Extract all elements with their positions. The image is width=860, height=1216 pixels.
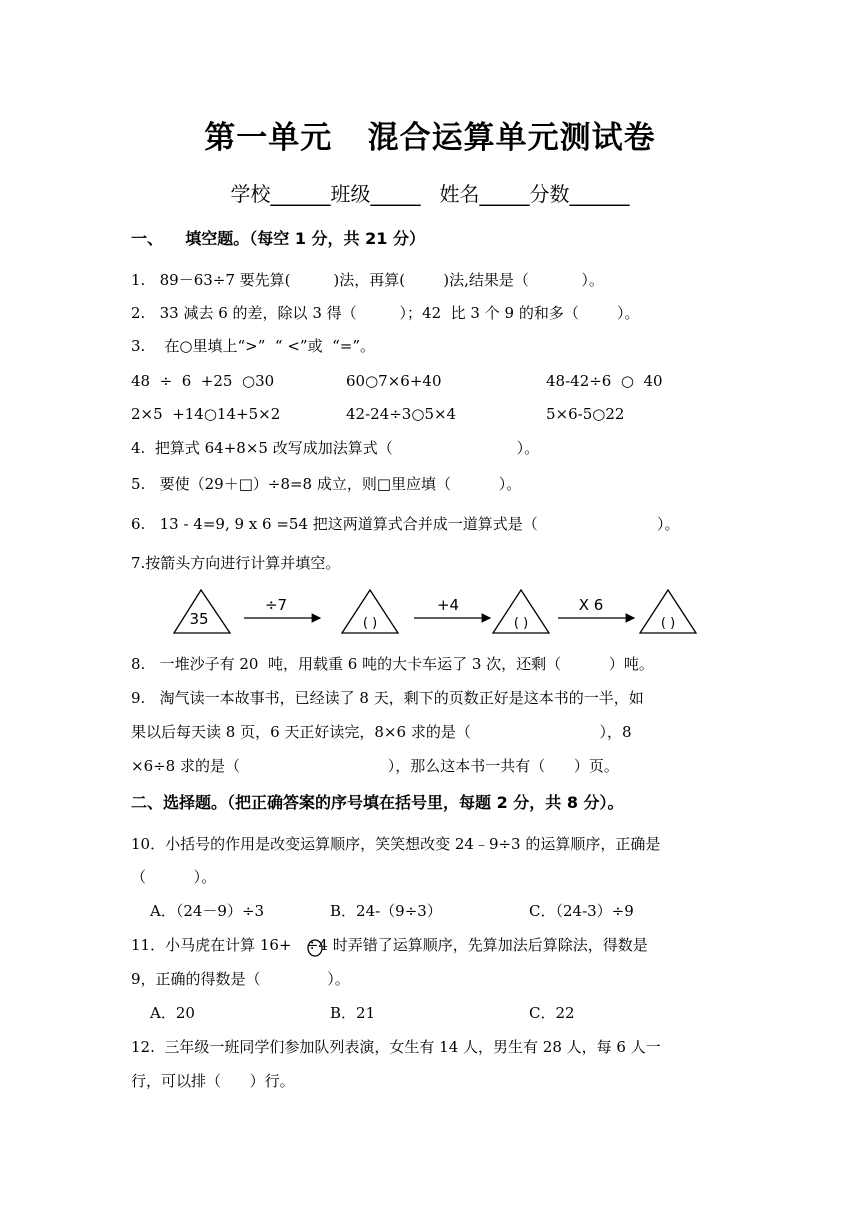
question-9-line-2: 果以后每天读 8 页，6 天正好读完，8×6 求的是（ ），8 [131, 723, 632, 741]
question-8: 8. 一堆沙子有 20 吨，用载重 6 吨的大卡车运了 3 次，还剩（ ）吨。 [131, 655, 654, 673]
question-12-line-1: 12. 三年级一班同学们参加队列表演，女生有 14 人，男生有 28 人，每 6 人一 [131, 1038, 661, 1056]
question-3: 3. 在○里填上“>” “ <”或 “=”。 [131, 337, 376, 355]
blank-3: ( ) [513, 616, 529, 631]
question-11-line-2: 9，正确的得数是（ ）。 [131, 970, 350, 988]
q11-option-a: A．20 [150, 1004, 195, 1022]
blank-4: ( ) [660, 616, 676, 631]
question-1: 1. 89－63÷7 要先算( )法，再算( )法,结果是（ ）。 [131, 271, 604, 289]
q10-option-c: C．（24-3）÷9 [529, 902, 634, 920]
question-2: 2. 33 减去 6 的差，除以 3 得（ ）；42 比 3 个 9 的和多（ ）。 [131, 304, 640, 322]
calculation-flow-diagram [170, 586, 710, 638]
question-4: 4. 把算式 64+8×5 改写成加法算式（ ）。 [131, 439, 540, 457]
question-6: 6. 13 - 4=9, 9 x 6 =54 把这两道算式合并成一道算式是（ ）。 [131, 515, 680, 533]
question-10-line-2: （ ）。 [131, 868, 217, 886]
question-11-line-1: 11．小马虎在计算 16+ ÷4 时弄错了运算顺序，先算加法后算除法，得数是 [131, 936, 648, 954]
q11-option-c: C．22 [529, 1004, 575, 1022]
compare-2-2: 42-24÷3○5×4 [346, 405, 457, 423]
compare-1-2: 60○7×6+40 [346, 372, 442, 390]
q11-option-b: B．21 [330, 1004, 376, 1022]
page-title: 第一单元 混合运算单元测试卷 [204, 120, 656, 156]
question-12-line-2: 行，可以排（ ）行。 [131, 1072, 295, 1090]
question-9-line-3: ×6÷8 求的是（ ），那么这本书一共有（ ）页。 [131, 757, 619, 775]
start-value: 35 [189, 610, 209, 628]
compare-2-3: 5×6-5○22 [546, 405, 625, 423]
compare-1-1: 48 ÷ 6 +25 ○30 [131, 372, 275, 390]
blank-2: ( ) [362, 616, 378, 631]
question-5: 5. 要使（29＋□）÷8=8 成立，则□里应填（ ）。 [131, 475, 522, 493]
compare-2-1: 2×5 +14○14+5×2 [131, 405, 281, 423]
op-plus-4: +4 [436, 596, 460, 614]
student-info-line: 学校______班级_____ 姓名_____分数______ [230, 182, 630, 206]
circle-blank-icon [306, 938, 324, 958]
compare-1-3: 48-42÷6 ○ 40 [546, 372, 663, 390]
op-times-6: X 6 [578, 596, 604, 614]
section-2-heading: 二、选择题。（把正确答案的序号填在括号里，每题 2 分，共 8 分）。 [131, 793, 624, 812]
question-7: 7.按箭头方向进行计算并填空。 [131, 554, 341, 572]
op-divide-7: ÷7 [264, 596, 288, 614]
q10-option-a: A．（24－9）÷3 [150, 902, 265, 920]
section-1-heading: 一、 填空题。（每空 1 分，共 21 分） [131, 229, 425, 248]
question-10-line-1: 10．小括号的作用是改变运算顺序，笑笑想改变 24﹣9÷3 的运算顺序，正确是 [131, 835, 661, 853]
q10-option-b: B．24-（9÷3） [330, 902, 442, 920]
question-9-line-1: 9. 淘气读一本故事书，已经读了 8 天，剩下的页数正好是这本书的一半，如 [131, 689, 644, 707]
